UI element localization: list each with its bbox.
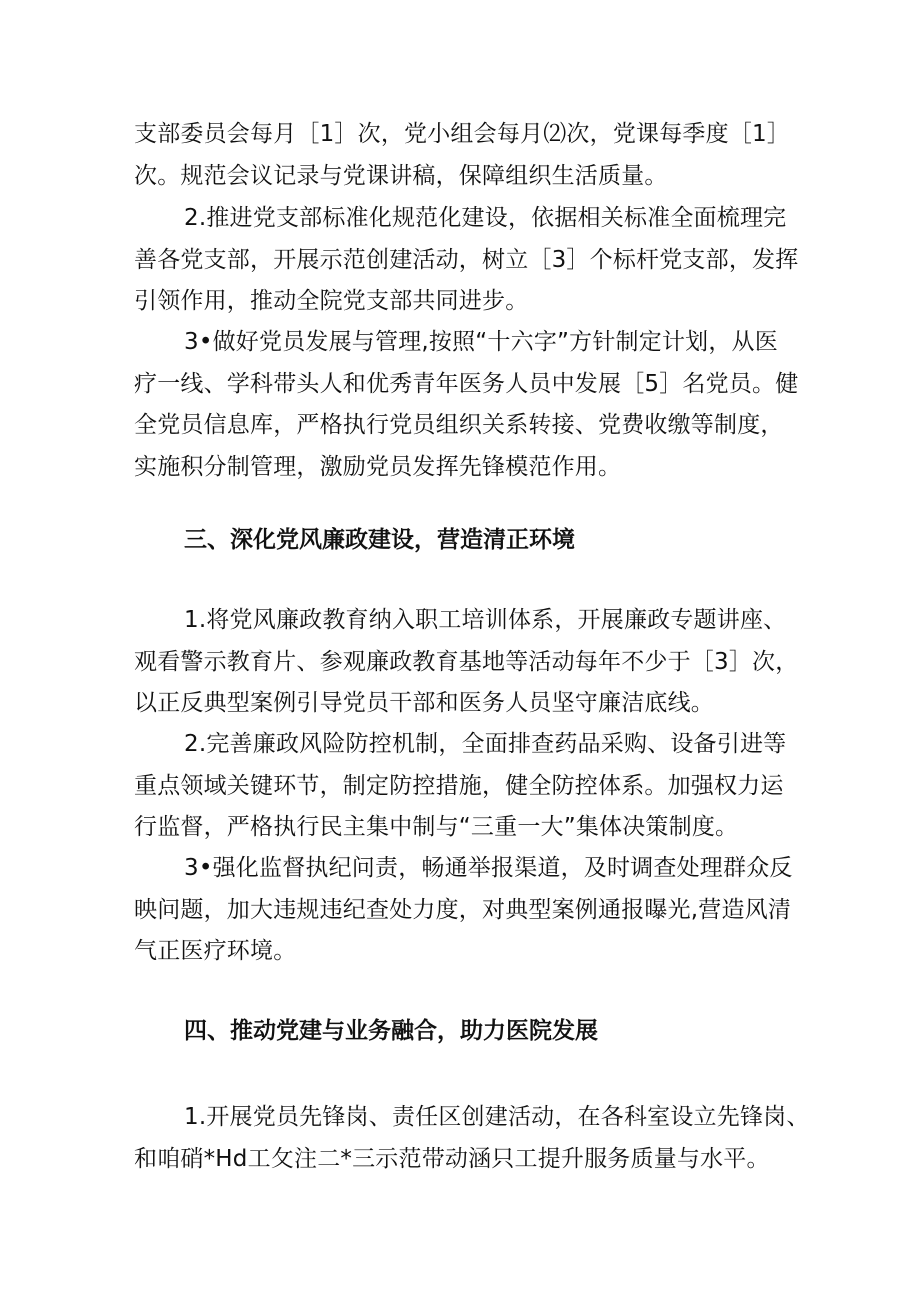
section-heading-4: 四、推动党建与业务融合，助力医院发展 <box>184 1018 598 1044</box>
paragraph-branch-meetings <box>134 114 794 197</box>
text-line: 行监督，严格执行民主集中制与“三重一大”集体决策制度。 <box>134 814 739 840</box>
text-line: 疗一线、学科带头人和优秀青年医务人员中发展［5］名党员。健 <box>134 370 799 397</box>
text-line: 1.将党风廉政教育纳入职工培训体系，开展廉政专题讲座、 <box>184 607 787 633</box>
paragraph-section3-item-2 <box>134 724 794 849</box>
text-line: 引领作用，推动全院党支部共同进步。 <box>134 288 529 314</box>
text-line: 气正医疗环境。 <box>134 938 297 964</box>
text-line: 2.推进党支部标准化规范化建设，依据相关标准全面梳理完 <box>184 205 787 231</box>
text-line: 次。规范会议记录与党课讲稿，保障组织生活质量。 <box>134 162 668 189</box>
section-heading-3: 三、深化党风廉政建设，营造清正环境 <box>184 527 575 553</box>
text-line: 1.开展党员先锋岗、责任区创建活动，在各科室设立先锋岗、 <box>184 1104 810 1130</box>
text-line: 实施积分制管理，激励党员发挥先锋模范作用。 <box>134 453 622 480</box>
paragraph-item-2-standardization <box>134 198 799 323</box>
text-line: 映问题，加大违规违纪查处力度，对典型案例通报曝光,营造风清 <box>134 896 792 923</box>
text-line: 3•强化监督执纪问责，畅通举报渠道，及时调查处理群众反 <box>184 855 793 881</box>
text-line: 重点领域关键环节，制定防控措施，健全防控体系。加强权力运 <box>134 772 784 799</box>
text-line: 全党员信息库，严格执行党员组织关系转接、党费收缴等制度， <box>134 412 784 438</box>
text-line: 以正反典型案例引导党员干部和医务人员坚守廉洁底线。 <box>134 690 714 716</box>
paragraph-item-3-member-development <box>134 322 799 488</box>
text-line: 3•做好党员发展与管理,按照“十六字”方针制定计划，从医 <box>184 329 778 355</box>
text-line: 2.完善廉政风险防控机制，全面排查药品采购、设备引进等 <box>184 731 787 757</box>
text-line: 善各党支部，开展示范创建活动，树立［3］个标杆党支部，发挥 <box>134 246 799 273</box>
text-line: 观看警示教育片、参观廉政教育基地等活动每年不少于［3］次， <box>134 648 799 675</box>
paragraph-section3-item-3 <box>134 848 794 973</box>
text-line: 和咱硝*Hd工攵注二*三示范带动涵只工提升服务质量与水平。 <box>134 1145 770 1172</box>
paragraph-section4-item-1 <box>134 1097 810 1180</box>
paragraph-section3-item-1 <box>134 600 799 725</box>
text-line: 支部委员会每月［1］次，党小组会每月⑵次，党课每季度［1］ <box>134 121 791 147</box>
